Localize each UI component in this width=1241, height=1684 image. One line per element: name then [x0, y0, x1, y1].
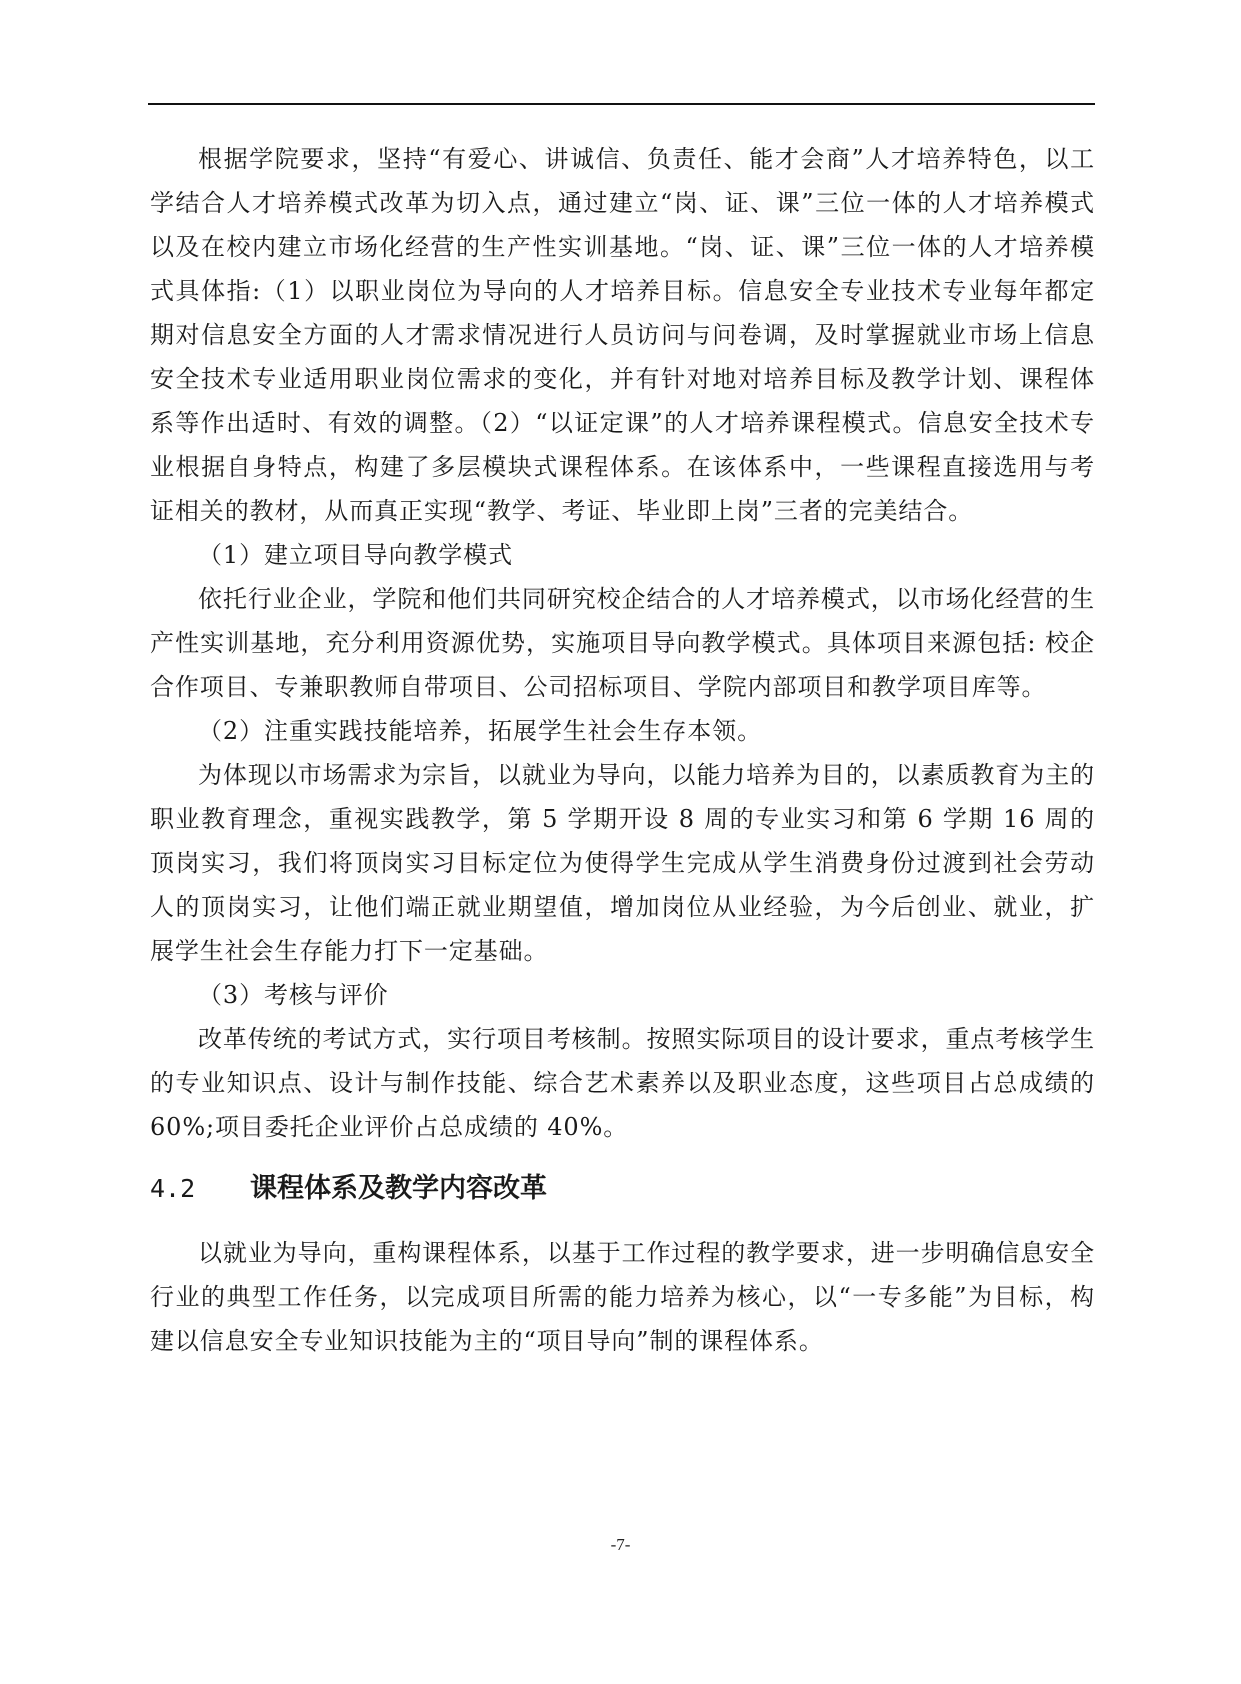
paragraph-talent-model: 根据学院要求，坚持“有爱心、讲诚信、负责任、能才会商”人才培养特色，以工学结合人才培养模式改革为切入点，通过建立“岗、证、课”三位一体的人才培养模式以及在校内建立市场化经营的生产性实训基地。“岗、证、课”三位一体的人才培养模式具体指:（1）以职业岗位为导向的人才培养目标。信息安全专业技术专业每年都定期对信息安全方面的人才需求情况进行人员访问与问卷调，及时掌握就业市场上信息安全技术专业适用职业岗位需求的变化，并有针对地对培养目标及教学计划、课程体系等作出适时、有效的调整。（2）“以证定课”的人才培养课程模式。信息安全技术专业根据自身特点，构建了多层模块式课程体系。在该体系中，一些课程直接选用与考证相关的教材，从而真正实现“教学、考证、毕业即上岗”三者的完美结合。 — [150, 145, 1095, 525]
page-body — [150, 137, 1095, 1363]
section-heading — [150, 1167, 1095, 1211]
paragraph-internship: 为体现以市场需求为宗旨，以就业为导向，以能力培养为目的，以素质教育为主的职业教育理念，重视实践教学，第 5 学期开设 8 周的专业实习和第 6 学期 16 周的顶岗实习，我们将顶岗实习目标定位为使得学生完成从学生消费身份过渡到社会劳动人的顶岗实习，让他们端正就业期望值，增加岗位从业经验，为今后创业、就业，扩展学生社会生存能力打下一定基础。 — [150, 761, 1095, 965]
section-title: 课程体系及教学内容改革 — [250, 1173, 547, 1204]
header-rule — [148, 103, 1095, 105]
section-number: 4.2 — [150, 1174, 196, 1203]
page-number: -7- — [610, 1535, 631, 1554]
paragraph-assessment-reform: 改革传统的考试方式，实行项目考核制。按照实际项目的设计要求，重点考核学生的专业知识点、设计与制作技能、综合艺术素养以及职业态度，这些项目占总成绩的 60%;项目委托企业评价占总成绩的 40%。 — [150, 1025, 1095, 1141]
list-item-project-teaching: （1）建立项目导向教学模式 — [198, 541, 513, 569]
list-item-assessment: （3）考核与评价 — [198, 981, 389, 1009]
paragraph-curriculum-reform: 以就业为导向，重构课程体系，以基于工作过程的教学要求，进一步明确信息安全行业的典型工作任务，以完成项目所需的能力培养为核心，以“一专多能”为目标，构建以信息安全专业知识技能为主的“项目导向”制的课程体系。 — [150, 1239, 1095, 1355]
paragraph-project-sources: 依托行业企业，学院和他们共同研究校企结合的人才培养模式，以市场化经营的生产性实训基地，充分利用资源优势，实施项目导向教学模式。具体项目来源包括: 校企合作项目、专兼职教师自带项目、公司招标项目、学院内部项目和教学项目库等。 — [150, 585, 1095, 701]
list-item-practice-skills: （2）注重实践技能培养，拓展学生社会生存本领。 — [198, 717, 762, 745]
